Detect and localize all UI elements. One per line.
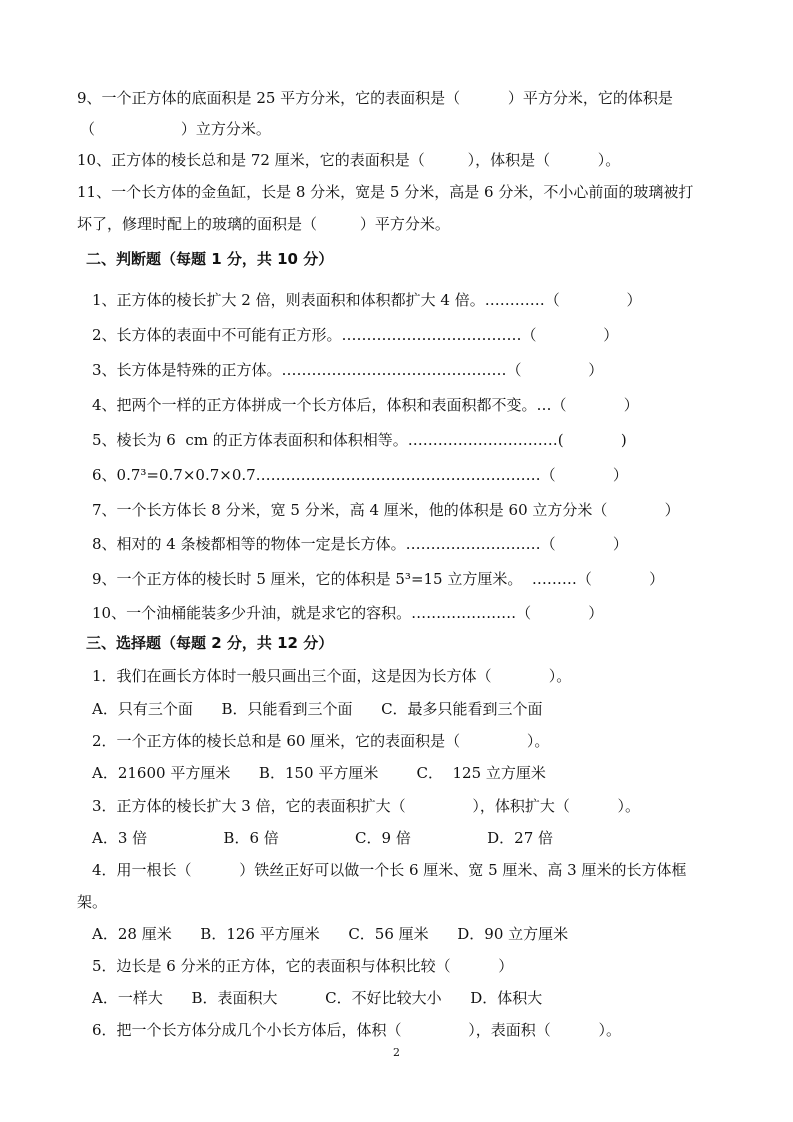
page-number: 2: [393, 1046, 400, 1059]
choice-q1-options: A．只有三个面 B．只能看到三个面 C．最多只能看到三个面: [92, 700, 543, 718]
judge-item-4: 4、把两个一样的正方体拼成一个长方体后，体积和表面积都不变。…（ ）: [92, 396, 639, 414]
judge-item-6: 6、0.7³=0.7×0.7×0.7…………………………………………………（ ）: [92, 466, 628, 484]
fill-blank-9-line1: 9、一个正方体的底面积是 25 平方分米，它的表面积是（ ）平方分米，它的体积是: [77, 89, 673, 107]
choice-q5: 5．边长是 6 分米的正方体，它的表面积与体积比较（ ）: [92, 957, 514, 975]
choice-q6: 6．把一个长方体分成几个小长方体后，体积（ ），表面积（ ）。: [92, 1021, 621, 1039]
choice-q1: 1．我们在画长方体时一般只画出三个面，这是因为长方体（ ）。: [92, 667, 572, 685]
choice-q4-options: A．28 厘米 B．126 平方厘米 C．56 厘米 D．90 立方厘米: [92, 925, 569, 943]
judge-item-1: 1、正方体的棱长扩大 2 倍，则表面积和体积都扩大 4 倍。…………（ ）: [92, 291, 642, 309]
fill-blank-9-line2: （ ）立方分米。: [80, 120, 271, 138]
choice-q2-options: A．21600 平方厘米 B．150 平方厘米 C． 125 立方厘米: [92, 764, 546, 782]
choice-q2: 2．一个正方体的棱长总和是 60 厘米，它的表面积是（ ）。: [92, 732, 550, 750]
choice-q4-line1: 4．用一根长（ ）铁丝正好可以做一个长 6 厘米、宽 5 厘米、高 3 厘米的长方体框: [92, 861, 687, 879]
judge-item-10: 10、一个油桶能装多少升油，就是求它的容积。…………………（ ）: [92, 604, 604, 622]
choice-q3: 3．正方体的棱长扩大 3 倍，它的表面积扩大（ ），体积扩大（ ）。: [92, 797, 641, 815]
fill-blank-11-line1: 11、一个长方体的金鱼缸，长是 8 分米，宽是 5 分米，高是 6 分米，不小心前面的玻璃被打: [77, 183, 694, 201]
judge-item-8: 8、相对的 4 条棱都相等的物体一定是长方体。………………………（ ）: [92, 535, 628, 553]
judge-item-7: 7、一个长方体长 8 分米，宽 5 分米，高 4 厘米，他的体积是 60 立方分米（ ）: [92, 501, 680, 519]
judge-item-9: 9、一个正方体的棱长时 5 厘米，它的体积是 5³=15 立方厘米。 ………（ ）: [92, 570, 665, 588]
judge-heading: 二、判断题（每题 1 分，共 10 分）: [86, 250, 334, 268]
choice-q5-options: A．一样大 B．表面积大 C．不好比较大小 D．体积大: [92, 989, 543, 1007]
choice-q3-options: A．3 倍 B．6 倍 C．9 倍 D．27 倍: [92, 829, 554, 847]
judge-item-5: 5、棱长为 6 cm 的正方体表面积和体积相等。…………………………( ): [92, 431, 627, 449]
fill-blank-10: 10、正方体的棱长总和是 72 厘米，它的表面积是（ ），体积是（ ）。: [77, 151, 621, 169]
choice-q4-line2: 架。: [77, 893, 108, 911]
judge-item-2: 2、长方体的表面中不可能有正方形。………………………………（ ）: [92, 326, 619, 344]
choice-heading: 三、选择题（每题 2 分，共 12 分）: [86, 634, 334, 652]
judge-item-3: 3、长方体是特殊的正方体。………………………………………（ ）: [92, 361, 604, 379]
fill-blank-11-line2: 坏了，修理时配上的玻璃的面积是（ ）平方分米。: [77, 215, 450, 233]
